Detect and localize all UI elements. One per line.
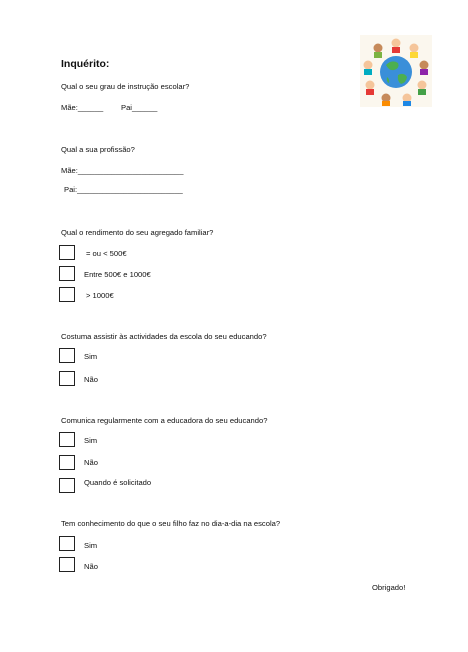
- question-education: Qual o seu grau de instrução escolar?: [61, 82, 190, 91]
- father-education-field[interactable]: Pai______: [121, 103, 158, 112]
- knowledge-checkbox-no[interactable]: [59, 557, 75, 572]
- mother-education-field[interactable]: Mãe:______: [61, 103, 104, 112]
- closing-thanks: Obrigado!: [372, 583, 406, 592]
- page-title: Inquérito:: [61, 58, 110, 70]
- question-profession: Qual a sua profissão?: [61, 145, 135, 154]
- knowledge-option-label: Sim: [84, 541, 98, 550]
- mother-profession-field[interactable]: Mãe:_________________________: [61, 166, 184, 175]
- question-school-activities: Costuma assistir às actividades da escola do seu educando?: [61, 332, 267, 341]
- knowledge-checkbox-yes[interactable]: [59, 536, 75, 551]
- children-around-globe-icon: [360, 35, 432, 107]
- income-option-label: > 1000€: [86, 291, 114, 300]
- question-teacher-communication: Comunica regularmente com a educadora do seu educando?: [61, 416, 268, 425]
- income-checkbox-low[interactable]: [59, 245, 75, 260]
- question-child-daily-activities: Tem conhecimento do que o seu filho faz no dia-a-dia na escola?: [61, 519, 281, 528]
- communication-option-label: Sim: [84, 436, 98, 445]
- question-income: Qual o rendimento do seu agregado familiar?: [61, 228, 214, 237]
- income-checkbox-high[interactable]: [59, 287, 75, 302]
- activities-checkbox-yes[interactable]: [59, 348, 75, 363]
- income-option-label: = ou < 500€: [86, 249, 127, 258]
- activities-option-label: Sim: [84, 352, 98, 361]
- activities-option-label: Não: [84, 375, 98, 384]
- communication-checkbox-requested[interactable]: [59, 478, 75, 493]
- communication-option-label: Não: [84, 458, 98, 467]
- income-checkbox-mid[interactable]: [59, 266, 75, 281]
- father-profession-field[interactable]: Pai:_________________________: [64, 185, 183, 194]
- activities-checkbox-no[interactable]: [59, 371, 75, 386]
- communication-option-label: Quando é solicitado: [84, 478, 152, 487]
- communication-checkbox-no[interactable]: [59, 455, 75, 470]
- income-option-label: Entre 500€ e 1000€: [84, 270, 151, 279]
- knowledge-option-label: Não: [84, 562, 98, 571]
- communication-checkbox-yes[interactable]: [59, 432, 75, 447]
